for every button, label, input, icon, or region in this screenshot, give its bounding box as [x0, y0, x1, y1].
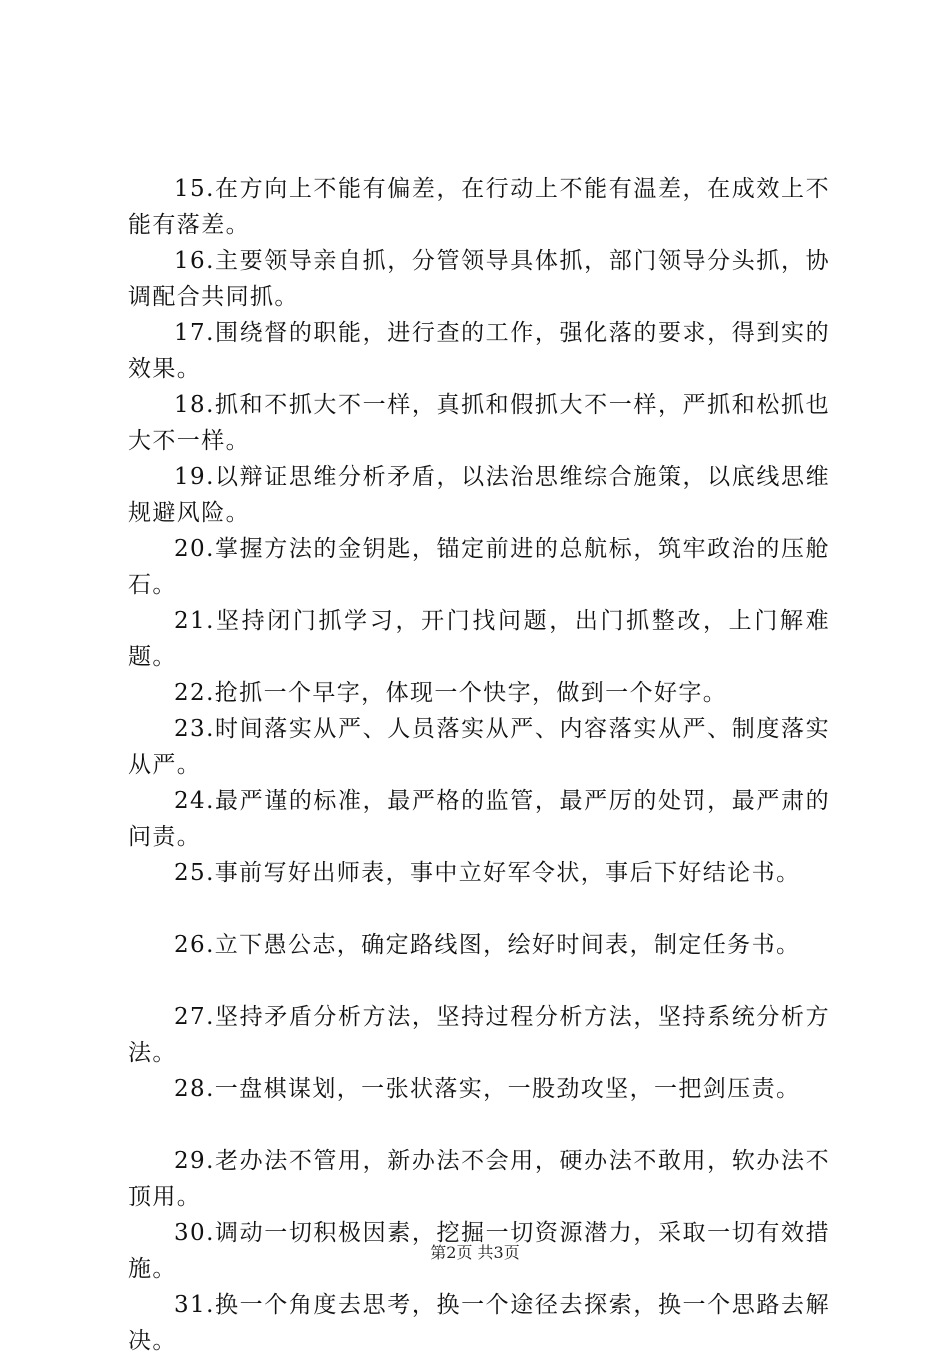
page-footer [0, 1243, 950, 1263]
paragraph-22: 22.抢抓一个早字，体现一个快字，做到一个好字。 [174, 680, 728, 706]
paragraph-19: 19.以辩证思维分析矛盾，以法治思维综合施策，以底线思维规避风险。 [128, 464, 830, 526]
paragraph-26: 26.立下愚公志，确定路线图，绘好时间表，制定任务书。 [174, 932, 801, 958]
paragraph-25: 25.事前写好出师表，事中立好军令状，事后下好结论书。 [174, 860, 801, 886]
paragraph-20: 20.掌握方法的金钥匙，锚定前进的总航标，筑牢政治的压舱石。 [128, 536, 830, 598]
paragraph-30: 30.调动一切积极因素，挖掘一切资源潜力，采取一切有效措施。 [128, 1220, 830, 1282]
paragraph-24: 24.最严谨的标准，最严格的监管，最严厉的处罚，最严肃的问责。 [128, 788, 830, 850]
paragraph-29: 29.老办法不管用，新办法不会用，硬办法不敢用，软办法不顶用。 [128, 1148, 830, 1210]
paragraph-16: 16.主要领导亲自抓，分管领导具体抓，部门领导分头抓，协调配合共同抓。 [128, 248, 830, 310]
paragraph-17: 17.围绕督的职能，进行查的工作，强化落的要求，得到实的效果。 [128, 320, 830, 382]
paragraph-31: 31.换一个角度去思考，换一个途径去探索，换一个思路去解决。 [128, 1292, 830, 1354]
paragraph-28: 28.一盘棋谋划，一张状落实，一股劲攻坚，一把剑压责。 [174, 1076, 801, 1102]
document-body [128, 171, 830, 1359]
paragraph-27: 27.坚持矛盾分析方法，坚持过程分析方法，坚持系统分析方法。 [128, 1004, 830, 1066]
paragraph-21: 21.坚持闭门抓学习，开门找问题，出门抓整改，上门解难题。 [128, 608, 830, 670]
paragraph-15: 15.在方向上不能有偏差，在行动上不能有温差，在成效上不能有落差。 [128, 176, 830, 238]
page-number: 第2页 共3页 [430, 1243, 520, 1262]
paragraph-18: 18.抓和不抓大不一样，真抓和假抓大不一样，严抓和松抓也大不一样。 [128, 392, 830, 454]
paragraph-23: 23.时间落实从严、人员落实从严、内容落实从严、制度落实从严。 [128, 716, 830, 778]
